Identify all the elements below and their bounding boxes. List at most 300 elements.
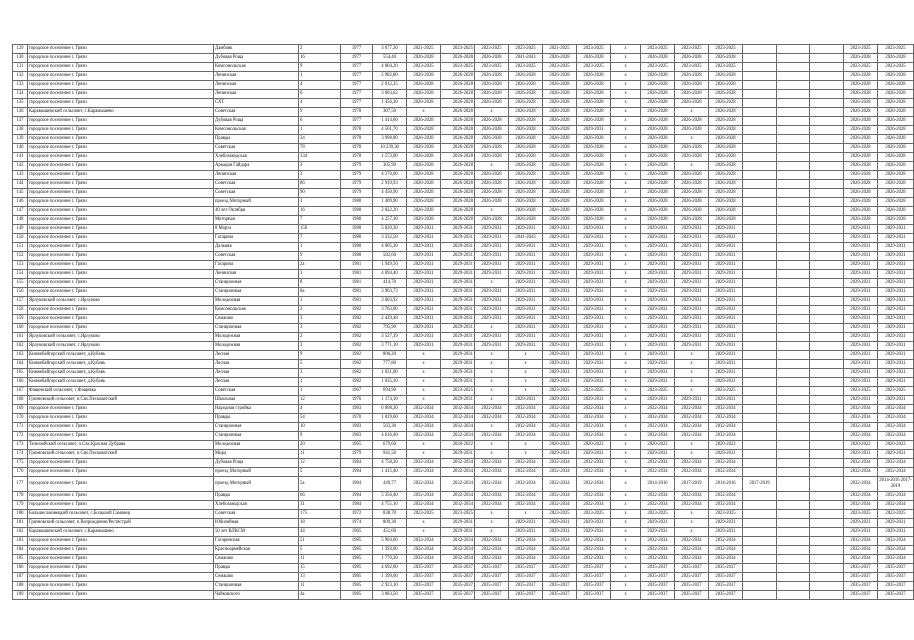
table-cell: [777, 81, 810, 90]
table-cell: 2026-2028: [441, 162, 475, 171]
table-cell: 2026-2028: [577, 216, 611, 225]
table-cell: 2032-2034: [675, 492, 709, 501]
table-cell: 2032-2034: [509, 477, 543, 492]
table-cell: городское поселение г. Грязи: [28, 423, 214, 432]
table-cell: 2029-2031: [709, 288, 743, 297]
table-cell: городское поселение г. Грязи: [28, 555, 214, 564]
table-cell: 2026-2028: [709, 135, 743, 144]
table-cell: проезд Моторный: [214, 477, 299, 492]
table-cell: 2029-2031: [844, 450, 878, 459]
table-cell: Советская: [214, 180, 299, 189]
table-cell: 2029-2031: [407, 279, 441, 288]
table-row: [13, 441, 914, 450]
table-cell: 2032-2034: [675, 405, 709, 414]
table-cell: 2029-2031: [407, 225, 441, 234]
table-cell: 2029-2031: [407, 252, 441, 261]
table-cell: 4 805,30: [373, 243, 407, 252]
table-cell: [810, 492, 844, 501]
table-cell: 2032-2034: [641, 414, 675, 423]
table-cell: [743, 234, 777, 243]
table-cell: [777, 225, 810, 234]
table-cell: 2: [299, 171, 341, 180]
table-cell: [810, 252, 844, 261]
table-cell: [810, 351, 844, 360]
table-cell: Грязновский сельсовет, п.Возрождение/Рестястрой: [28, 519, 214, 528]
table-cell: 9: [299, 351, 341, 360]
table-cell: Дамбовк: [214, 45, 299, 54]
table-row: [13, 189, 914, 198]
table-cell: 1 393,00: [373, 546, 407, 555]
table-cell: Княжебайгорский сельсовет, д.Кубань: [28, 351, 214, 360]
table-row: [13, 126, 914, 135]
table-cell: 2026-2028: [675, 126, 709, 135]
table-cell: х: [611, 270, 641, 279]
table-cell: Телелюйский сельсовет, п.Свх.Красная Дубрава: [28, 441, 214, 450]
table-cell: 2023-2025: [878, 387, 914, 396]
table-cell: 170: [13, 414, 28, 423]
table-row: [13, 243, 914, 252]
table-cell: х: [611, 360, 641, 369]
table-cell: 2035-2037: [878, 591, 914, 600]
table-cell: 2026-2028: [543, 198, 577, 207]
table-cell: [743, 315, 777, 324]
table-cell: [810, 564, 844, 573]
table-cell: 2032-2034: [641, 546, 675, 555]
table-cell: 4 450,90: [373, 189, 407, 198]
table-cell: 2 982,00: [373, 72, 407, 81]
table-cell: 1979: [341, 162, 373, 171]
table-cell: [743, 288, 777, 297]
table-cell: х: [675, 360, 709, 369]
table-cell: [810, 432, 844, 441]
table-cell: [810, 279, 844, 288]
table-cell: 2017-2019: [743, 477, 777, 492]
table-cell: [743, 492, 777, 501]
table-cell: 3 763,00: [373, 306, 407, 315]
table-cell: Комсомольская: [214, 126, 299, 135]
table-cell: 2026-2028: [878, 99, 914, 108]
table-cell: х: [611, 99, 641, 108]
table-cell: 2035-2037: [441, 591, 475, 600]
table-cell: 2026-2028: [441, 90, 475, 99]
table-cell: 2026-2028: [509, 108, 543, 117]
table-cell: 2026-2028: [509, 162, 543, 171]
table-cell: 2026-2028: [641, 72, 675, 81]
table-cell: 2032-2034: [709, 492, 743, 501]
table-cell: 66: [299, 492, 341, 501]
table-cell: 1 399,60: [373, 573, 407, 582]
table-cell: 169: [13, 405, 28, 414]
table-cell: 449,77: [373, 477, 407, 492]
table-cell: [810, 63, 844, 72]
table-cell: х: [611, 144, 641, 153]
table-cell: 2026-2028: [709, 198, 743, 207]
table-cell: 2026-2028: [407, 171, 441, 180]
table-row: [13, 468, 914, 477]
table-cell: 2026-2028: [577, 180, 611, 189]
table-cell: 2032-2034: [577, 537, 611, 546]
table-cell: 2026-2028: [641, 117, 675, 126]
table-cell: 2026-2028: [878, 54, 914, 63]
table-cell: х: [475, 324, 509, 333]
table-cell: 2032-2034: [844, 555, 878, 564]
table-cell: городское поселение г. Грязи: [28, 252, 214, 261]
table-cell: х: [611, 180, 641, 189]
table-cell: 2029-2031: [878, 270, 914, 279]
table-cell: 2029-2031: [709, 279, 743, 288]
table-cell: х: [475, 441, 509, 450]
table-cell: городское поселение г. Грязи: [28, 198, 214, 207]
table-cell: [777, 198, 810, 207]
table-cell: 2026-2028: [509, 207, 543, 216]
table-cell: 165: [13, 369, 28, 378]
table-cell: 4 270,00: [373, 171, 407, 180]
table-cell: 2026-2028: [641, 180, 675, 189]
table-cell: 2032-2034: [878, 537, 914, 546]
table-cell: 2032-2034: [543, 405, 577, 414]
table-cell: 1984: [341, 468, 373, 477]
table-cell: 2026-2028: [878, 162, 914, 171]
table-cell: 2035-2037: [509, 591, 543, 600]
table-cell: 2029-2031: [878, 234, 914, 243]
table-cell: 1980: [341, 216, 373, 225]
table-cell: 2029-2031: [844, 261, 878, 270]
table-cell: 2029-2031: [878, 279, 914, 288]
table-cell: [810, 510, 844, 519]
table-cell: 2029-2031: [878, 225, 914, 234]
table-cell: 2029-2031: [844, 351, 878, 360]
table-cell: 2026-2028: [543, 162, 577, 171]
table-cell: 168: [13, 396, 28, 405]
table-cell: 2032-2034: [441, 423, 475, 432]
table-cell: 1977: [341, 81, 373, 90]
table-cell: [810, 126, 844, 135]
table-cell: [743, 414, 777, 423]
table-cell: 2026-2028: [407, 153, 441, 162]
table-cell: 3 677,30: [373, 45, 407, 54]
table-cell: 2023-2025: [543, 510, 577, 519]
table-cell: Правды: [214, 414, 299, 423]
table-cell: 4 561,70: [373, 126, 407, 135]
table-cell: городское поселение г. Грязи: [28, 546, 214, 555]
table-cell: 179: [13, 501, 28, 510]
table-cell: х: [611, 459, 641, 468]
table-cell: городское поселение г. Грязи: [28, 324, 214, 333]
table-cell: Ярлуковский сельсовет, с.Ярлуково: [28, 333, 214, 342]
table-cell: 2029-2031: [509, 297, 543, 306]
table-cell: 2035-2037: [441, 564, 475, 573]
table-row: [13, 555, 914, 564]
table-row: [13, 405, 914, 414]
table-cell: 2029-2031: [675, 297, 709, 306]
table-cell: [810, 378, 844, 387]
table-cell: 2029-2031: [675, 270, 709, 279]
table-cell: 2026-2028: [709, 99, 743, 108]
table-cell: 2029-2031: [543, 378, 577, 387]
table-cell: 2021-2025: [407, 45, 441, 54]
table-cell: 2032-2034: [844, 468, 878, 477]
table-cell: 15: [299, 564, 341, 573]
table-cell: 160: [13, 324, 28, 333]
table-cell: 2026-2028: [509, 144, 543, 153]
table-cell: 1981: [341, 261, 373, 270]
table-cell: 2029-2031: [441, 369, 475, 378]
table-cell: 2023-2025: [441, 510, 475, 519]
table-cell: 2023-2025: [844, 63, 878, 72]
table-cell: городское поселение г. Грязи: [28, 591, 214, 600]
table-cell: [777, 582, 810, 591]
table-cell: 2029-2031: [878, 297, 914, 306]
table-cell: 2029-2031: [509, 279, 543, 288]
table-cell: 2029-2031: [441, 324, 475, 333]
table-cell: 2029-2031: [709, 378, 743, 387]
table-cell: х: [611, 501, 641, 510]
table-cell: х: [611, 432, 641, 441]
table-cell: 2029-2031: [844, 342, 878, 351]
table-cell: 1981: [341, 297, 373, 306]
table-cell: [777, 342, 810, 351]
table-cell: 4 804,20: [373, 63, 407, 72]
table-cell: х: [475, 279, 509, 288]
table-cell: 156: [13, 288, 28, 297]
table-cell: 185: [13, 555, 28, 564]
table-cell: 2035-2037: [675, 582, 709, 591]
table-cell: 2032-2034: [475, 459, 509, 468]
table-cell: [777, 441, 810, 450]
table-cell: 2029-2031: [878, 288, 914, 297]
table-cell: 2029-2031: [878, 306, 914, 315]
table-cell: 1: [299, 72, 341, 81]
table-cell: 1977: [341, 117, 373, 126]
table-cell: 1985: [341, 582, 373, 591]
table-cell: городское поселение г. Грязи: [28, 216, 214, 225]
table-cell: 1978: [341, 153, 373, 162]
table-cell: 2029-2031: [641, 315, 675, 324]
table-cell: 5 356,40: [373, 492, 407, 501]
table-cell: 2032-2034: [441, 477, 475, 492]
table-cell: [743, 45, 777, 54]
table-cell: 2029-2031: [878, 351, 914, 360]
table-cell: 2035-2037: [878, 573, 914, 582]
table-row: [13, 459, 914, 468]
table-cell: 2032-2034: [475, 546, 509, 555]
table-cell: 2026-2028: [441, 126, 475, 135]
table-cell: городское поселение г. Грязи: [28, 468, 214, 477]
table-cell: 2023-2025: [709, 387, 743, 396]
table-cell: 2032-2034: [509, 492, 543, 501]
table-cell: 1978: [341, 126, 373, 135]
table-cell: 2023-2025: [641, 510, 675, 519]
table-cell: х: [509, 387, 543, 396]
table-cell: 2032-2034: [709, 501, 743, 510]
table-cell: 2029-2031: [475, 333, 509, 342]
table-cell: х: [407, 378, 441, 387]
table-cell: 2026-2028: [509, 216, 543, 225]
table-cell: 2026-2028: [407, 135, 441, 144]
table-cell: 2: [299, 306, 341, 315]
table-cell: 2026-2028: [878, 216, 914, 225]
table-cell: Станционная: [214, 288, 299, 297]
table-cell: 2026-2028: [844, 171, 878, 180]
table-cell: 1984: [341, 477, 373, 492]
table-row: [13, 573, 914, 582]
table-cell: 1985: [341, 555, 373, 564]
table-cell: 941,50: [373, 450, 407, 459]
table-cell: 1 174,10: [373, 396, 407, 405]
table-cell: [743, 153, 777, 162]
table-cell: 2026-2028: [543, 216, 577, 225]
table-cell: [810, 423, 844, 432]
table-cell: Лесная: [214, 360, 299, 369]
table-cell: 2023-2025: [709, 63, 743, 72]
table-cell: 2026-2028: [709, 189, 743, 198]
table-cell: Станционная: [214, 582, 299, 591]
table-cell: 2032-2034: [577, 423, 611, 432]
table-cell: 2026-2028: [641, 216, 675, 225]
table-cell: 4 257,30: [373, 216, 407, 225]
table-row: [13, 492, 914, 501]
table-cell: 2026-2028: [709, 162, 743, 171]
table-cell: [743, 582, 777, 591]
table-cell: 305,90: [373, 162, 407, 171]
table-cell: 5: [299, 468, 341, 477]
table-cell: 2035-2037: [709, 564, 743, 573]
table-row: [13, 396, 914, 405]
table-cell: [810, 396, 844, 405]
table-cell: 2029-2031: [577, 378, 611, 387]
table-cell: 2026-2028: [878, 90, 914, 99]
table-cell: [743, 180, 777, 189]
table-cell: 2029-2031: [844, 396, 878, 405]
table-cell: [743, 162, 777, 171]
table-cell: 2032-2034: [509, 432, 543, 441]
table-cell: 2026-2028: [709, 81, 743, 90]
table-cell: 2023-2025: [543, 63, 577, 72]
table-cell: 2032-2034: [709, 432, 743, 441]
table-cell: 2026-2028: [577, 207, 611, 216]
table-cell: 2029-2031: [441, 225, 475, 234]
table-cell: 2029-2031: [475, 252, 509, 261]
table-cell: 2032-2034: [844, 432, 878, 441]
table-cell: 2029-2031: [641, 333, 675, 342]
table-cell: 2029-2031: [878, 315, 914, 324]
table-cell: 16: [299, 54, 341, 63]
table-cell: 2029-2031: [878, 528, 914, 537]
table-cell: 2035-2037: [475, 582, 509, 591]
table-row: [13, 501, 914, 510]
table-cell: 181: [13, 519, 28, 528]
table-cell: 2026-2028: [709, 108, 743, 117]
table-cell: 2026-2028: [709, 180, 743, 189]
table-cell: 5а: [299, 477, 341, 492]
table-cell: х: [611, 108, 641, 117]
table-cell: 2026-2028: [709, 207, 743, 216]
table-cell: [810, 189, 844, 198]
table-cell: [743, 90, 777, 99]
table-cell: 2023-2025: [577, 45, 611, 54]
table-cell: [810, 180, 844, 189]
table-cell: 137: [13, 117, 28, 126]
table-cell: 4 758,20: [373, 459, 407, 468]
table-cell: 2035-2037: [407, 591, 441, 600]
table-cell: 1984: [341, 492, 373, 501]
table-cell: 129: [13, 45, 28, 54]
table-row: [13, 342, 914, 351]
table-cell: 2026-2028: [441, 189, 475, 198]
table-row: [13, 153, 914, 162]
table-cell: Станционная: [214, 279, 299, 288]
table-cell: [777, 135, 810, 144]
table-cell: 2032-2034: [475, 501, 509, 510]
table-cell: 2026-2028: [844, 189, 878, 198]
table-cell: 2029-2031: [641, 396, 675, 405]
table-cell: 2029-2031: [441, 252, 475, 261]
table-cell: Лесная: [214, 369, 299, 378]
table-cell: 1 415,40: [373, 468, 407, 477]
table-cell: городское поселение г. Грязи: [28, 225, 214, 234]
table-cell: 2029-2031: [407, 306, 441, 315]
table-cell: 135: [13, 99, 28, 108]
table-cell: х: [675, 387, 709, 396]
table-cell: 2029-2031: [407, 315, 441, 324]
table-row: [13, 162, 914, 171]
table-cell: 2029-2031: [709, 360, 743, 369]
table-cell: 2026-2028: [407, 216, 441, 225]
table-cell: 20: [299, 441, 341, 450]
table-row: [13, 225, 914, 234]
table-cell: [810, 297, 844, 306]
table-cell: 2020-2022: [641, 441, 675, 450]
table-cell: [743, 324, 777, 333]
table-cell: 1965: [341, 528, 373, 537]
table-cell: 172: [13, 432, 28, 441]
table-cell: 2032-2034: [577, 468, 611, 477]
table-cell: Ленинская: [214, 171, 299, 180]
table-cell: 2026-2028: [844, 153, 878, 162]
table-cell: 136: [13, 108, 28, 117]
table-cell: 2029-2031: [709, 270, 743, 279]
table-cell: 148: [13, 216, 28, 225]
table-row: [13, 216, 914, 225]
table-cell: 2029-2031: [844, 297, 878, 306]
table-cell: 2026-2028: [577, 189, 611, 198]
table-cell: 2026-2028: [709, 216, 743, 225]
table-cell: Хлебозаводская: [214, 153, 299, 162]
table-cell: 2026-2028: [475, 72, 509, 81]
table-cell: 1980: [341, 234, 373, 243]
table-cell: 9: [299, 108, 341, 117]
table-cell: 2032-2034: [641, 459, 675, 468]
table-cell: 40 лет Октября: [214, 207, 299, 216]
table-cell: 2029-2031: [543, 333, 577, 342]
table-cell: 2032-2034: [577, 477, 611, 492]
table-cell: 1981: [341, 288, 373, 297]
table-cell: х: [475, 450, 509, 459]
table-cell: х: [611, 45, 641, 54]
table-cell: 2026-2028: [407, 117, 441, 126]
table-cell: Школьная: [214, 396, 299, 405]
table-cell: 7: [299, 216, 341, 225]
table-cell: 2032-2034: [407, 555, 441, 564]
table-cell: 1982: [341, 369, 373, 378]
table-cell: 2029-2031: [577, 252, 611, 261]
table-cell: 2035-2037: [675, 591, 709, 600]
table-cell: 2026-2028: [441, 72, 475, 81]
table-cell: 2029-2031: [577, 315, 611, 324]
table-cell: 2041-2043: [509, 234, 543, 243]
table-cell: 2029-2031: [878, 333, 914, 342]
table-cell: х: [611, 423, 641, 432]
